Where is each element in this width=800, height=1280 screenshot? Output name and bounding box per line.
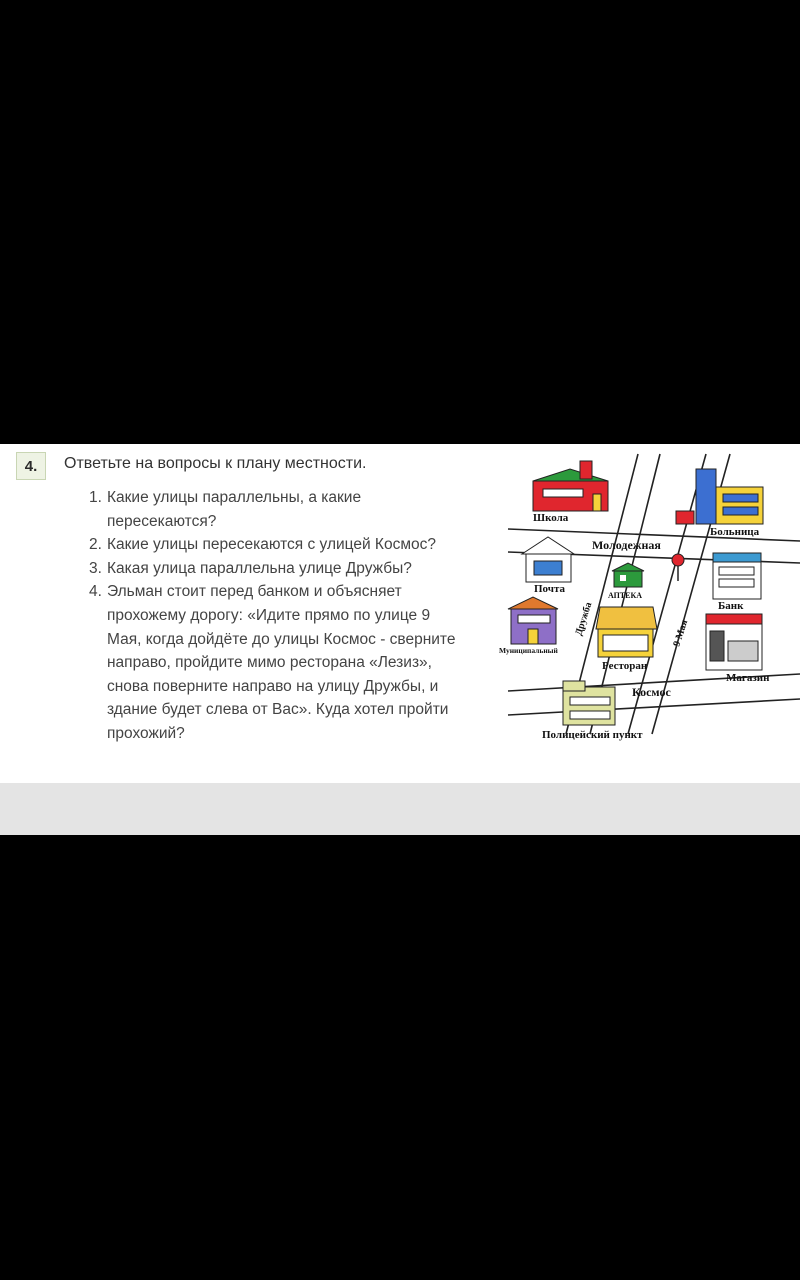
question-line: Эльман стоит перед банком и объясняет	[107, 583, 402, 601]
question-line: Какие улицы пересекаются с улицей Космос?	[107, 536, 436, 554]
street-label-kosmos: Космос	[632, 685, 671, 699]
restaurant-label: Ресторан	[602, 660, 648, 672]
task-title: Ответьте на вопросы к плану местности.	[64, 455, 367, 472]
street-label-9-may: 9 Мая	[671, 618, 691, 648]
question-line: прохожий?	[107, 724, 185, 742]
question-line: Какая улица параллельна улице Дружбы?	[107, 559, 412, 577]
shop-label: Магазин	[726, 672, 770, 684]
question-line: Мая, когда дойдёте до улицы Космос - сверните	[107, 630, 456, 648]
list-item	[89, 486, 487, 533]
shop-building-icon	[706, 614, 770, 684]
list-item	[89, 533, 487, 557]
bank-label: Банк	[718, 600, 744, 612]
hospital-label: Больница	[710, 526, 760, 538]
question-line: здание будет слева от Вас». Куда хотел пройти	[107, 701, 449, 719]
task-number-badge: 4.	[16, 452, 46, 480]
question-line: пересекаются?	[107, 512, 217, 530]
pharmacy-icon	[608, 563, 644, 600]
municipal-building-icon	[499, 597, 559, 655]
question-list	[89, 486, 487, 746]
question-line: Какие улицы параллельны, а какие	[107, 489, 362, 506]
question-line: прохожему дорогу: «Идите прямо по улице 9	[107, 606, 431, 624]
street-map	[498, 449, 800, 749]
police-label: Полицейский пункт	[542, 729, 643, 741]
school-building-icon	[533, 461, 608, 524]
post-label: Почта	[534, 583, 566, 595]
question-number: 1.	[89, 489, 102, 506]
list-item	[89, 557, 487, 581]
question-line: снова поверните направо на улицу Дружбы, и	[107, 677, 439, 695]
post-office-icon	[522, 537, 574, 595]
footer-bar	[0, 783, 800, 835]
question-number: 4.	[89, 583, 102, 601]
municipal-label: Муниципальный	[499, 646, 558, 655]
question-number: 3.	[89, 559, 102, 577]
hospital-building-icon	[676, 469, 763, 538]
list-item	[89, 580, 487, 745]
street-label-molodezhnaya: Молодежная	[592, 538, 661, 552]
question-line: направо, пройдите мимо ресторана «Лезиз»,	[107, 654, 432, 672]
bank-building-icon	[713, 553, 761, 612]
question-number: 2.	[89, 536, 102, 554]
school-label: Школа	[533, 512, 569, 524]
street-label-druzhba: Дружба	[573, 600, 595, 637]
police-station-icon	[542, 681, 643, 741]
pharmacy-label: АПТЕКА	[608, 591, 643, 600]
